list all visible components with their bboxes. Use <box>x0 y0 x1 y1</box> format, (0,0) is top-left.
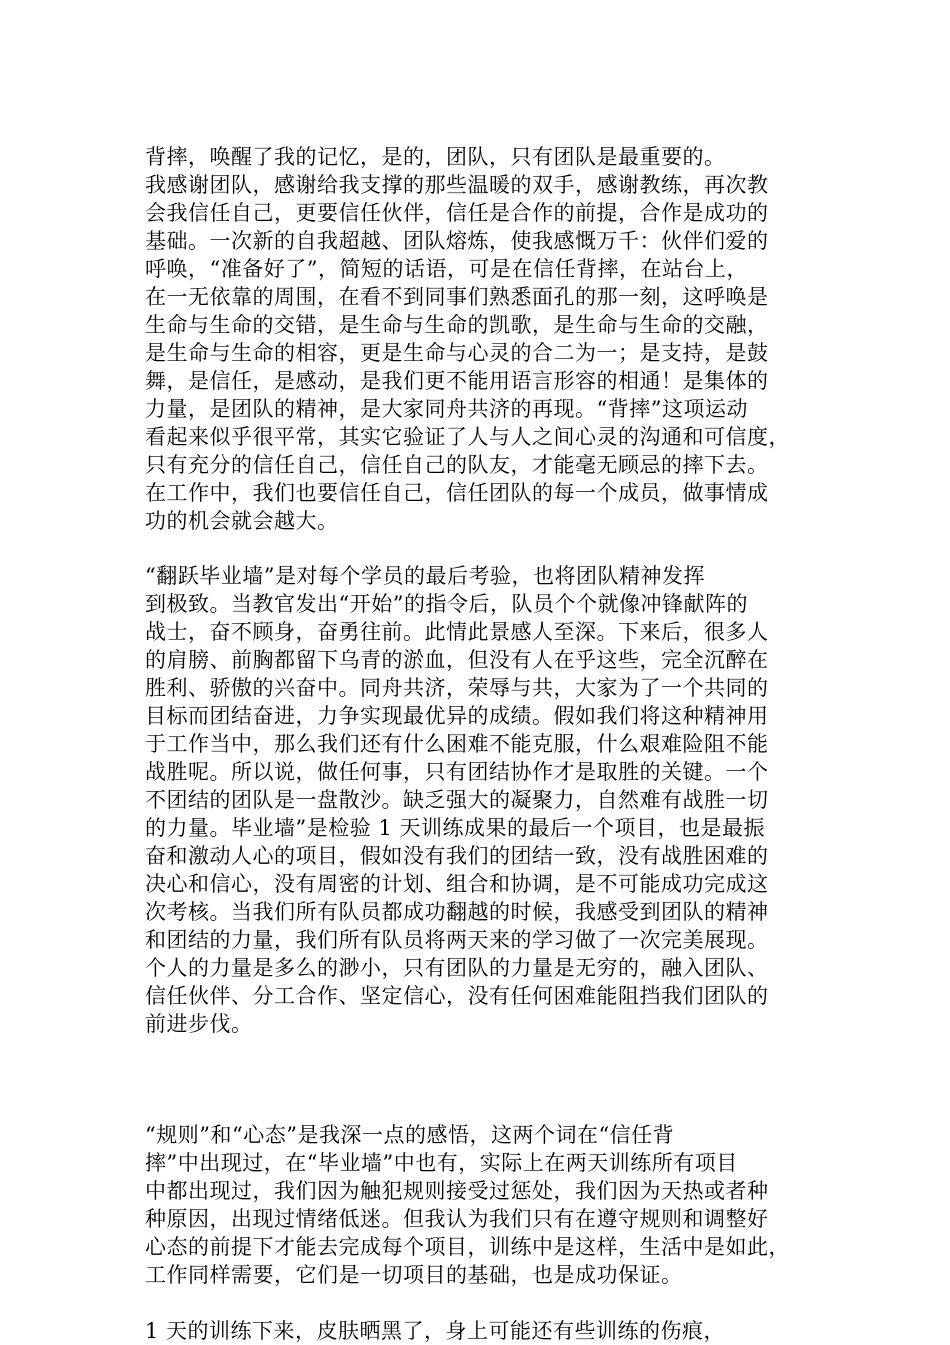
paragraph-spacer <box>145 1038 817 1121</box>
text-line: 前进步伐。 <box>145 1012 253 1036</box>
text-line: 1 天的训练下来，皮肤晒黑了，身上可能还有些训练的伤痕， <box>145 1319 726 1343</box>
text-line: 工作同样需要，它们是一切项目的基础，也是成功保证。 <box>145 1263 683 1287</box>
text-line: 决心和信心，没有周密的计划、组合和协调，是不可能成功完成这 <box>145 872 769 896</box>
text-line: 生命与生命的交错，是生命与生命的凯歌，是生命与生命的交融， <box>145 313 769 337</box>
text-line: 不团结的团队是一盘散沙。缺乏强大的凝聚力，自然难有战胜一切 <box>145 788 769 812</box>
text-line: 到极致。当教官发出“开始”的指令后，队员个个就像冲锋献阵的 <box>145 592 748 616</box>
text-line: 呼唤，“准备好了”，简短的话语，可是在信任背摔，在站台上， <box>145 257 748 281</box>
text-line: 我感谢团队，感谢给我支撑的那些温暖的双手，感谢教练，再次教 <box>145 173 769 197</box>
paragraph-spacer <box>145 535 817 562</box>
text-line: 看起来似乎很平常，其实它验证了人与人之间心灵的沟通和可信度， <box>145 425 790 449</box>
text-line: 战胜呢。所以说，做任何事，只有团结协作才是取胜的关键。一个 <box>145 760 769 784</box>
text-line: 的肩膀、前胸都留下乌青的淤血，但没有人在乎这些，完全沉醉在 <box>145 648 769 672</box>
text-line: 奋和激动人心的项目，假如没有我们的团结一致，没有战胜困难的 <box>145 844 769 868</box>
text-line: 在一无依靠的周围，在看不到同事们熟悉面孔的那一刻，这呼唤是 <box>145 285 769 309</box>
text-line: 中都出现过，我们因为触犯规则接受过惩处，我们因为天热或者种 <box>145 1179 769 1203</box>
text-line: 基础。一次新的自我超越、团队熔炼，使我感慨万千：伙伴们爱的 <box>145 229 769 253</box>
text-line: 力量，是团队的精神，是大家同舟共济的再现。“背摔”这项运动 <box>145 397 748 421</box>
text-line: 摔”中出现过，在“毕业墙”中也有，实际上在两天训练所有项目 <box>145 1151 738 1175</box>
text-line: 舞，是信任，是感动，是我们更不能用语言形容的相通！是集体的 <box>145 369 769 393</box>
text-line: “规则”和“心态”是我深一点的感悟，这两个词在“信任背 <box>145 1123 675 1147</box>
text-line: 背摔，唤醒了我的记忆，是的，团队，只有团队是最重要的。 <box>145 145 726 169</box>
text-line: 功的机会就会越大。 <box>145 509 339 533</box>
paragraph-rules-mindset <box>145 1121 817 1289</box>
paragraph-graduation-wall <box>145 562 817 1038</box>
text-line: 信任伙伴、分工合作、坚定信心，没有任何困难能阻挡我们团队的 <box>145 984 769 1008</box>
text-line: 种原因，出现过情绪低迷。但我认为我们只有在遵守规则和调整好 <box>145 1207 769 1231</box>
text-line: 和团结的力量，我们所有队员将两天来的学习做了一次完美展现。 <box>145 928 769 952</box>
text-line: 次考核。当我们所有队员都成功翻越的时候，我感受到团队的精神 <box>145 900 769 924</box>
text-line: 胜利、骄傲的兴奋中。同舟共济，荣辱与共，大家为了一个共同的 <box>145 676 769 700</box>
text-line: 心态的前提下才能去完成每个项目，训练中是这样，生活中是如此， <box>145 1235 790 1259</box>
text-line: 的力量。毕业墙”是检验 1 天训练成果的最后一个项目，也是最振 <box>145 816 765 840</box>
text-line: 战士，奋不顾身，奋勇往前。此情此景感人至深。下来后，很多人 <box>145 620 769 644</box>
text-line: 会我信任自己，更要信任伙伴，信任是合作的前提，合作是成功的 <box>145 201 769 225</box>
paragraph-trust-fall <box>145 143 817 535</box>
document-page <box>145 143 817 1345</box>
text-line: 个人的力量是多么的渺小，只有团队的力量是无穷的，融入团队、 <box>145 956 769 980</box>
text-line: 只有充分的信任自己，信任自己的队友，才能毫无顾忌的摔下去。 <box>145 453 769 477</box>
paragraph-spacer <box>145 1289 817 1317</box>
text-line: 在工作中，我们也要信任自己，信任团队的每一个成员，做事情成 <box>145 481 769 505</box>
text-line: 是生命与生命的相容，更是生命与心灵的合二为一；是支持，是鼓 <box>145 341 769 365</box>
text-line: “翻跃毕业墙”是对每个学员的最后考验，也将团队精神发挥 <box>145 564 705 588</box>
text-line: 目标而团结奋进，力争实现最优异的成绩。假如我们将这种精神用 <box>145 704 769 728</box>
paragraph-closing <box>145 1317 817 1345</box>
text-line: 于工作当中，那么我们还有什么困难不能克服，什么艰难险阻不能 <box>145 732 769 756</box>
